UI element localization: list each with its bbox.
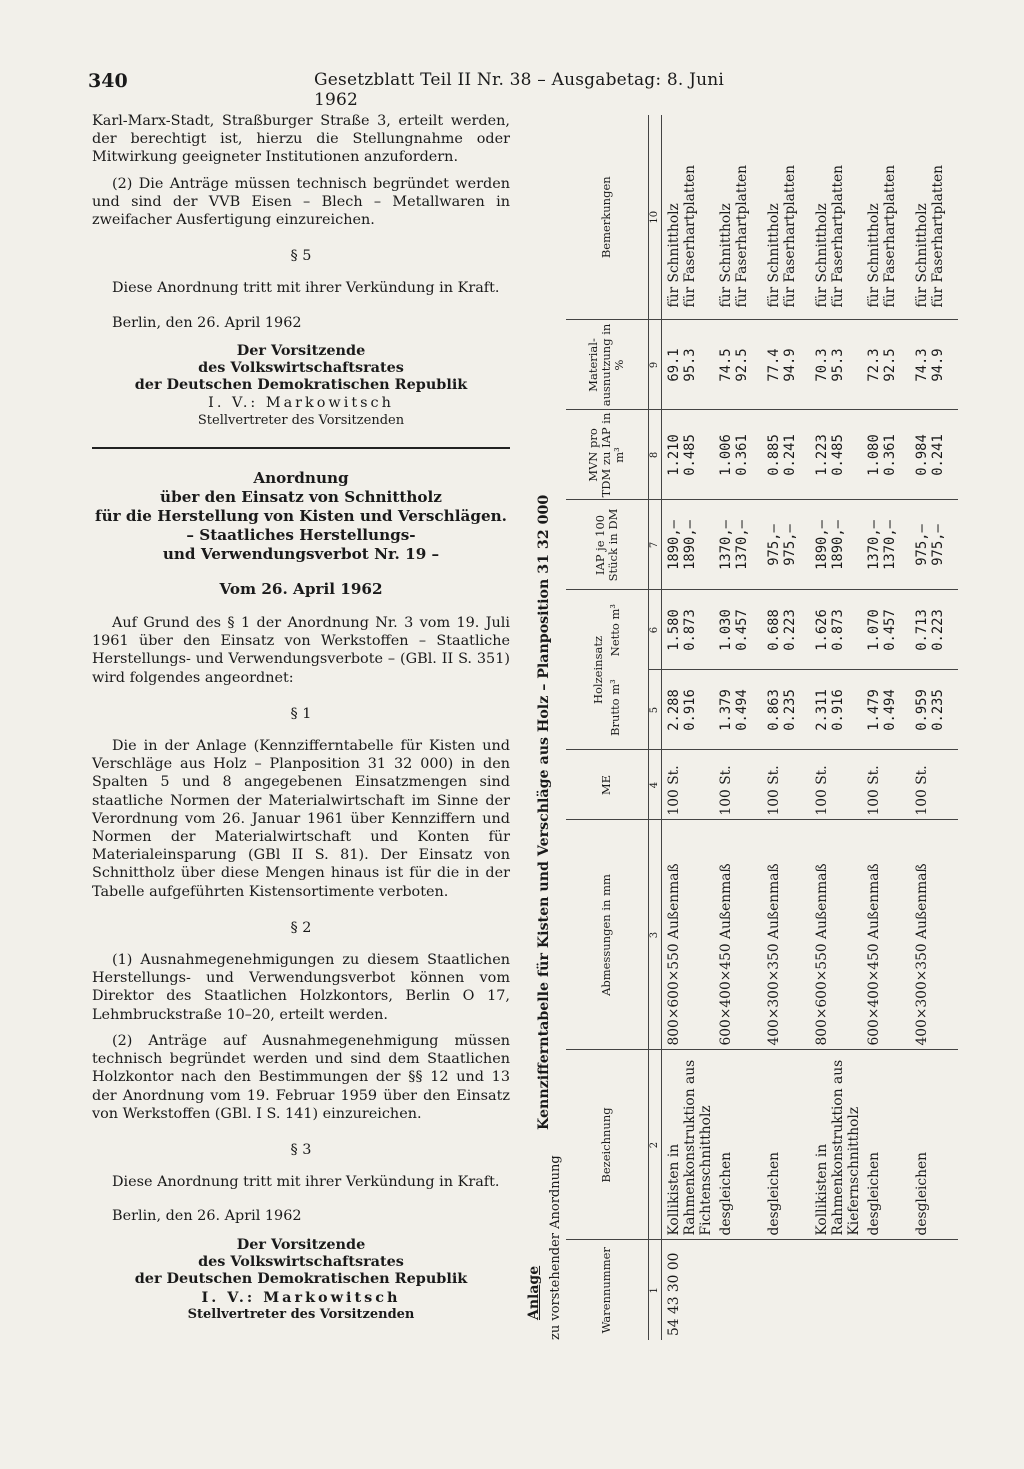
table-row: [810, 115, 862, 1340]
col-header: Abmessungen in mm: [566, 820, 648, 1050]
cell-brutto: 0.863 0.235: [762, 670, 810, 750]
cell-bezeichnung: desgleichen: [714, 1050, 762, 1240]
cell-abmessungen: 800×600×550 Außenmaß: [810, 820, 862, 1050]
signature-line: der Deutschen Demokratischen Republik: [134, 375, 468, 393]
cell-ausnutzung: 74.5 92.5: [714, 320, 762, 410]
col-number: 3: [648, 820, 661, 1050]
signature-role: Stellvertreter des Vorsitzenden: [197, 412, 405, 428]
signature-name: I. V.: Markowitsch: [208, 394, 394, 411]
cell-ausnutzung: 77.4 94.9: [762, 320, 810, 410]
cell-warennummer: [762, 1240, 810, 1340]
col-header: MVN pro TDM zu IAP in m³: [566, 410, 648, 500]
cell-iap: 975,— 975,—: [910, 500, 958, 590]
col-number: 1: [648, 1240, 661, 1340]
col-number: 6: [648, 590, 661, 670]
signature-line: Der Vorsitzende: [236, 1235, 366, 1253]
paragraph: Auf Grund des § 1 der Anordnung Nr. 3 vom 19. Juli 1961 über den Einsatz von Werkstoffen – Staatliche Herstellungs- und Verwendungsverbote – (GBl. II S. 351) wird folgendes angeordnet:: [92, 615, 510, 686]
signature-block: [92, 342, 510, 429]
cell-netto: 1.030 0.457: [714, 590, 762, 670]
section-heading: § 5: [290, 248, 312, 265]
paragraph: Diese Anordnung tritt mit ihrer Verkündung in Kraft.: [112, 280, 500, 297]
cell-bezeichnung: Kollikisten in Rahmenkonstruktion aus Fichtenschnittholz: [661, 1050, 714, 1240]
cell-netto: 0.688 0.223: [762, 590, 810, 670]
title-line: über den Einsatz von Schnittholz: [160, 487, 442, 506]
cell-brutto: 1.379 0.494: [714, 670, 762, 750]
annex-title: Kennzifferntabelle für Kisten und Verschläge aus Holz – Planposition 31 32 000: [536, 494, 552, 1130]
section-heading: § 3: [290, 1141, 312, 1158]
col-header: ME: [566, 750, 648, 820]
cell-netto: 0.713 0.223: [910, 590, 958, 670]
cell-ausnutzung: 70.3 95.3: [810, 320, 862, 410]
cell-ausnutzung: 72.3 92.5: [862, 320, 910, 410]
page-header: [88, 68, 738, 110]
document-date: Vom 26. April 1962: [219, 579, 383, 598]
annex-label: Anlage: [526, 1265, 542, 1320]
cell-me: 100 St.: [862, 750, 910, 820]
table-row: [862, 115, 910, 1340]
col-number: 8: [648, 410, 661, 500]
cell-abmessungen: 600×400×450 Außenmaß: [714, 820, 762, 1050]
paragraph: Diese Anordnung tritt mit ihrer Verkündung in Kraft.: [112, 1174, 500, 1191]
cell-me: 100 St.: [910, 750, 958, 820]
cell-bemerkungen: für Schnittholz für Faserhartplatten: [862, 115, 910, 320]
gazette-title: Gesetzblatt Teil II Nr. 38 – Ausgabetag: 8. Juni 1962: [314, 70, 725, 110]
cell-me: 100 St.: [661, 750, 714, 820]
cell-bemerkungen: für Schnittholz für Faserhartplatten: [810, 115, 862, 320]
cell-bezeichnung: Kollikisten in Rahmenkonstruktion aus Kiefernschnittholz: [810, 1050, 862, 1240]
cell-abmessungen: 600×400×450 Außenmaß: [862, 820, 910, 1050]
title-line: und Verwendungsverbot Nr. 19 –: [162, 544, 440, 563]
cell-iap: 1890,— 1890,—: [661, 500, 714, 590]
place-date: Berlin, den 26. April 1962: [112, 314, 302, 331]
cell-bemerkungen: für Schnittholz für Faserhartplatten: [762, 115, 810, 320]
cell-bemerkungen: für Schnittholz für Faserhartplatten: [714, 115, 762, 320]
cell-warennummer: [714, 1240, 762, 1340]
cell-iap: 1890,— 1890,—: [810, 500, 862, 590]
col-number: 9: [648, 320, 661, 410]
cell-abmessungen: 400×300×350 Außenmaß: [910, 820, 958, 1050]
cell-mvn: 1.223 0.485: [810, 410, 862, 500]
cell-brutto: 2.311 0.916: [810, 670, 862, 750]
cell-warennummer: [810, 1240, 862, 1340]
cell-ausnutzung: 69.1 95.3: [661, 320, 714, 410]
col-number: 5: [648, 670, 661, 750]
cell-bemerkungen: für Schnittholz für Faserhartplatten: [661, 115, 714, 320]
col-number: 7: [648, 500, 661, 590]
paragraph: Die in der Anlage (Kennzifferntabelle für Kisten und Verschläge aus Holz – Planposition 31 32 000) in den Spalten 5 und 8 angegebenen Einsatzmengen sind staatliche Normen der Materialwirtschaft im Sinne der Verordnung vom 26. Januar 1961 über Kennziffern und Normen der Materialwirtschaft und Konten für Materialeinsparung (GBl II S. 81). Der Einsatz von Schnittholz über diese Mengen hinaus ist für die in der Tabelle aufgeführten Kistensortimente verboten.: [92, 738, 510, 900]
cell-mvn: 1.210 0.485: [661, 410, 714, 500]
cell-bezeichnung: desgleichen: [910, 1050, 958, 1240]
col-subheader: Brutto m³: [607, 679, 622, 736]
signature-line: Der Vorsitzende: [236, 341, 366, 359]
annex-subtitle: zu vorstehender Anordnung: [548, 1155, 563, 1340]
group-label: Holzeinsatz: [590, 635, 605, 705]
paragraph: (2) Anträge auf Ausnahmegenehmigung müssen technisch begründet werden und sind dem Staatlichen Holzkontor nach den Bestimmungen der §§ 12 und 13 der Anordnung vom 19. Februar 1959 über den Einsatz von Werkstoffen (GBl. I S. 141) einzureichen.: [92, 1032, 510, 1122]
cell-mvn: 0.885 0.241: [762, 410, 810, 500]
column-number-row: [648, 115, 661, 1340]
col-header: Bemerkungen: [566, 115, 648, 320]
title-line: – Staatliches Herstellungs-: [186, 525, 416, 544]
table-row: [714, 115, 762, 1340]
cell-iap: 1370,— 1370,—: [714, 500, 762, 590]
cell-bezeichnung: desgleichen: [862, 1050, 910, 1240]
table-row: [910, 115, 958, 1340]
signature-name: I. V.: Markowitsch: [201, 1288, 401, 1306]
paragraph: (1) Ausnahmegenehmigungen zu diesem Staatlichen Herstellungs- und Verwendungsverbot können vom Direktor des Staatlichen Holzkontors, Berlin O 17, Lehmbruckstraße 10–20, erteilt werden.: [92, 952, 510, 1023]
section-heading: § 2: [290, 919, 312, 936]
signature-line: des Volkswirtschaftsrates: [198, 358, 404, 376]
cell-brutto: 0.959 0.235: [910, 670, 958, 750]
cell-brutto: 1.479 0.494: [862, 670, 910, 750]
annex-table-rotated: [522, 115, 974, 1340]
paragraph: (2) Die Anträge müssen technisch begründet werden und sind der VVB Eisen – Blech – Metallwaren in zweifacher Ausfertigung einzureichen.: [92, 175, 510, 229]
table-row: [762, 115, 810, 1340]
cell-warennummer: [862, 1240, 910, 1340]
cell-netto: 1.626 0.873: [810, 590, 862, 670]
col-header: Warennummer: [566, 1240, 648, 1340]
signature-line: des Volkswirtschaftsrates: [198, 1252, 404, 1270]
cell-iap: 1370,— 1370,—: [862, 500, 910, 590]
page-number: 340: [88, 70, 128, 92]
signature-block: [92, 1236, 510, 1323]
cell-abmessungen: 400×300×350 Außenmaß: [762, 820, 810, 1050]
cell-ausnutzung: 74.3 94.9: [910, 320, 958, 410]
section-heading: § 1: [290, 705, 312, 722]
cell-bemerkungen: für Schnittholz für Faserhartplatten: [910, 115, 958, 320]
cell-warennummer: [910, 1240, 958, 1340]
col-number: 4: [648, 750, 661, 820]
cell-mvn: 1.006 0.361: [714, 410, 762, 500]
cell-mvn: 0.984 0.241: [910, 410, 958, 500]
col-header: IAP je 100 Stück in DM: [566, 500, 648, 590]
paragraph: Karl-Marx-Stadt, Straßburger Straße 3, erteilt werden, der berechtigt ist, hierzu die Stellungnahme oder Mitwirkung geeigneter Institutionen anzufordern.: [92, 113, 510, 166]
cell-warennummer: 54 43 30 00: [665, 1252, 682, 1336]
title-line: Anordnung: [253, 468, 349, 487]
divider: [92, 447, 510, 449]
cell-abmessungen: 800×600×550 Außenmaß: [661, 820, 714, 1050]
kennziffern-table: [566, 115, 958, 1340]
signature-role: Stellvertreter des Vorsitzenden: [187, 1306, 415, 1322]
col-number: 10: [648, 115, 661, 320]
annex-header: [522, 115, 566, 1340]
col-subheader: Netto m³: [607, 604, 622, 657]
cell-netto: 1.580 0.873: [661, 590, 714, 670]
col-number: 2: [648, 1050, 661, 1240]
cell-me: 100 St.: [810, 750, 862, 820]
table-header-row: [566, 115, 648, 1340]
col-header: Bezeichnung: [566, 1050, 648, 1240]
left-column: [92, 112, 510, 1323]
place-date: Berlin, den 26. April 1962: [112, 1208, 302, 1225]
col-header-group: [566, 590, 648, 750]
cell-me: 100 St.: [714, 750, 762, 820]
cell-iap: 975,— 975,—: [762, 500, 810, 590]
table-row: [661, 115, 714, 1340]
col-header: Material-ausnutzung in %: [566, 320, 648, 410]
table-body: [661, 115, 958, 1340]
document-title: [92, 469, 510, 564]
cell-bezeichnung: desgleichen: [762, 1050, 810, 1240]
title-line: für die Herstellung von Kisten und Verschlägen.: [95, 506, 507, 525]
cell-netto: 1.070 0.457: [862, 590, 910, 670]
cell-mvn: 1.080 0.361: [862, 410, 910, 500]
cell-me: 100 St.: [762, 750, 810, 820]
cell-brutto: 2.288 0.916: [661, 670, 714, 750]
signature-line: der Deutschen Demokratischen Republik: [134, 1269, 468, 1287]
